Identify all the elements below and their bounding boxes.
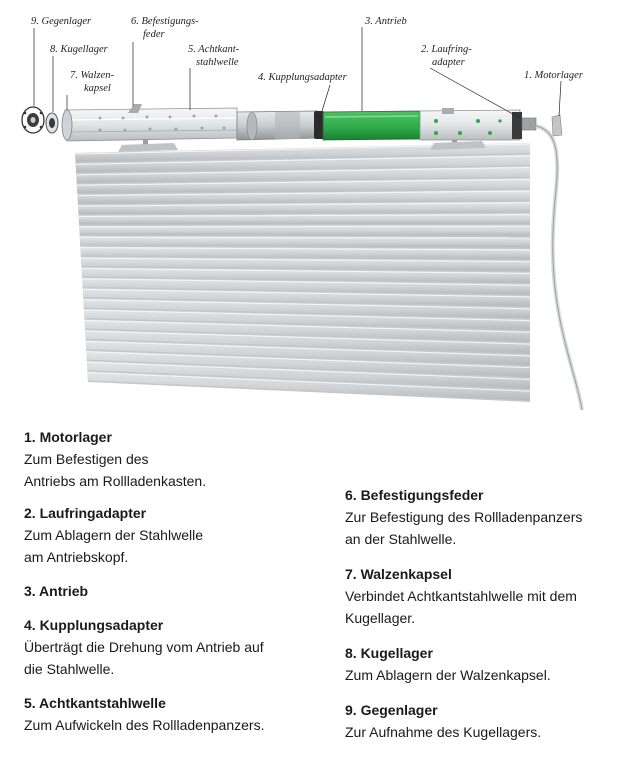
callout-6-line1: 6. Befestigungs- [131,16,199,27]
legend-item-motorlager [24,426,324,492]
legend-item-walzenkapsel [345,563,634,629]
legend-title: 9. Gegenlager [345,702,438,718]
legend-description: Zum Ablagern der Walzenkapsel. [345,667,551,683]
legend-title: 5. Achtkantstahlwelle [24,695,166,711]
callout-6-line2: feder [143,29,165,40]
callout-labels [31,16,584,94]
legend-title: 2. Laufringadapter [24,505,147,521]
legend-item-gegenlager [345,699,634,743]
legend-title: 3. Antrieb [24,583,89,599]
legend-right-column [345,484,634,743]
ball-bearing [46,113,58,133]
legend-item-antrieb [24,580,324,602]
callout-7-line2: kapsel [84,83,111,94]
legend-description: Zur Aufnahme des Kugellagers. [345,724,542,740]
legend-item-kupplungsadapter [24,614,324,680]
legend-description: Zum Befestigen des Antriebs am Rollladenkasten. [24,451,207,489]
legend-item-befestigungsfeder [345,484,634,550]
legend-item-laufringadapter [24,502,324,568]
legend-item-kugellager [345,642,634,686]
legend-title: 7. Walzenkapsel [345,566,452,582]
shutter-curtain [75,143,530,402]
callout-8: 8. Kugellager [50,44,108,55]
callout-1: 1. Motorlager [524,70,583,81]
callout-5-line1: 5. Achtkant- [188,44,240,55]
legend-left-column [24,426,324,736]
counter-bearing [22,107,44,133]
callout-5-line2: stahlwelle [196,57,239,68]
legend-title: 4. Kupplungsadapter [24,617,164,633]
callout-3: 3. Antrieb [365,16,407,27]
callout-2-line2: adapter [432,57,465,68]
legend-title: 6. Befestigungsfeder [345,487,484,503]
legend-title: 1. Motorlager [24,429,112,445]
legend-description: Zum Ablagern der Stahlwelle am Antriebskopf. [24,527,203,565]
legend-description: Überträgt die Drehung vom Antrieb auf die Stahlwelle. [24,639,264,677]
callout-2-line1: 2. Laufring- [421,44,472,55]
callout-4: 4. Kupplungsadapter [258,72,347,83]
legend-title: 8. Kugellager [345,645,433,661]
legend-description: Zur Befestigung des Rollladenpanzers an der Stahlwelle. [345,509,583,547]
legend-description: Verbindet Achtkantstahlwelle mit dem Kugellager. [345,588,577,626]
legend-item-achtkantstahlwelle [24,692,324,736]
legend-description: Zum Aufwickeln des Rollladenpanzers. [24,717,265,733]
callout-9: 9. Gegenlager [31,16,92,27]
callout-7-line1: 7. Walzen- [70,70,114,81]
